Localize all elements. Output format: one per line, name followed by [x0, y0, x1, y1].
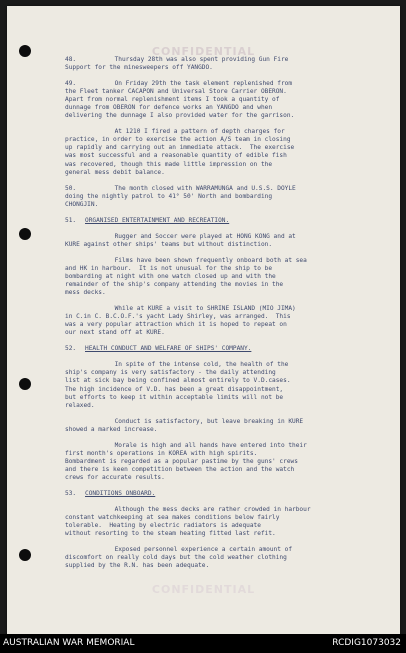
line-text: Conduct is satisfactory, but leave breaking in KURE: [85, 417, 304, 425]
text-line: first month's operations in KOREA with high spirits.: [65, 449, 258, 457]
text-line: [65, 506, 395, 514]
text-line: the Fleet tanker CACAPON and Universal Store Carrier OBERON.: [65, 88, 287, 96]
text-line: practice, in order to exercise the action A/S team in closing: [65, 136, 291, 144]
text-line: [65, 128, 395, 136]
text-line: in C.in C. B.C.O.F.'s yacht Lady Shirley, was arranged. This: [65, 313, 291, 321]
section-heading: [65, 345, 395, 353]
text-line: general mess debit balance.: [65, 168, 165, 176]
heading-text: HEALTH CONDUCT AND WELFARE OF SHIPS' COMPANY.: [85, 345, 252, 353]
paragraph-number: 50.: [65, 184, 77, 192]
document-page: [7, 6, 400, 634]
line-text: At 1210 I fired a pattern of depth charges for: [85, 128, 285, 136]
line-text: The month closed with WARRAMUNGA and U.S.S. DOYLE: [85, 184, 296, 192]
text-line: without resorting to the steam heating fitted last refit.: [65, 530, 276, 538]
text-line: [65, 80, 395, 88]
text-line: up rapidly and carrying out an immediate attack. The exercise: [65, 144, 295, 152]
paragraph: [65, 185, 395, 209]
paragraph-gap: [65, 337, 395, 345]
line-text: Morale is high and all hands have entered into their: [85, 441, 307, 449]
line-text: Although the mess decks are rather crowded in harbour: [85, 506, 311, 514]
paragraph-gap: [65, 538, 395, 546]
paragraph: [65, 442, 395, 482]
section-heading: [65, 217, 395, 225]
text-line: our next stand off at KURE.: [65, 329, 165, 337]
paragraph-gap: [65, 72, 395, 80]
paragraph: [65, 257, 395, 297]
heading-text: CONDITIONS ONBOARD.: [85, 489, 156, 497]
text-line: [65, 442, 395, 450]
document-body: [65, 56, 395, 570]
text-line: CHONGJIN.: [65, 200, 99, 208]
paragraph-gap: [65, 410, 395, 418]
text-line: showed a marked increase.: [65, 425, 158, 433]
paragraph: [65, 361, 395, 409]
text-line: The high incidence of V.D. has been a great disappointment,: [65, 385, 284, 393]
paragraph-number: 49.: [65, 80, 77, 88]
text-line: KURE against other ships' teams but without distinction.: [65, 240, 273, 248]
line-text: While at KURE a visit to SHRINE ISLAND (MIO JIMA): [85, 305, 296, 313]
text-line: was most successful and a reasonable quantity of edible fish: [65, 152, 287, 160]
text-line: remainder of the ship's company attending the movies in the: [65, 281, 284, 289]
text-line: was a very popular attraction which it is hoped to repeat on: [65, 321, 287, 329]
paragraph-gap: [65, 120, 395, 128]
paragraph-gap: [65, 482, 395, 490]
paragraph-gap: [65, 498, 395, 506]
text-line: ship's company is very satisfactory - the daily attending: [65, 369, 276, 377]
text-line: [65, 361, 395, 369]
confidential-stamp-top: CONFIDENTIAL: [151, 45, 256, 58]
text-line: tolerable. Heating by electric radiators is adequate: [65, 522, 261, 530]
paragraph: [65, 233, 395, 249]
line-text: Thursday 28th was also spent providing Gun Fire: [85, 56, 289, 63]
confidential-stamp-bottom: CONFIDENTIAL: [151, 583, 256, 596]
text-line: bombarding at night with one watch closed up and with the: [65, 272, 276, 280]
paragraph: [65, 418, 395, 434]
text-line: [65, 546, 395, 554]
text-line: [65, 185, 395, 193]
line-text: Exposed personnel experience a certain amount of: [85, 546, 293, 554]
text-line: and HK in harbour. It is not unusual for the ship to be: [65, 264, 273, 272]
text-line: constant watchkeeping at sea makes conditions below fairly: [65, 514, 280, 522]
text-line: list at sick bay being confined almost entirely to V.D.cases.: [65, 377, 291, 385]
section-heading: [65, 490, 395, 498]
text-line: [65, 305, 395, 313]
paragraph: [65, 305, 395, 337]
paragraph-gap: [65, 353, 395, 361]
text-line: [65, 56, 395, 64]
text-line: Bombardment is regarded as a popular pastime by the guns' crews: [65, 457, 298, 465]
paragraph-number: 52.: [65, 345, 77, 353]
text-line: was recovered, though this made little impression on the: [65, 160, 273, 168]
text-line: [65, 418, 395, 426]
text-line: and there is keen competition between the action and the watch: [65, 465, 295, 473]
text-line: delivering the dunnage I also provided water for the garrison.: [65, 112, 295, 120]
heading-text: ORGANISED ENTERTAINMENT AND RECREATION.: [85, 216, 230, 224]
punch-hole-icon: [19, 549, 31, 561]
archive-footer: [0, 634, 406, 653]
paragraph-gap: [65, 225, 395, 233]
line-text: Rugger and Soccer were played at HONG KONG and at: [85, 232, 296, 240]
punch-hole-icon: [19, 378, 31, 390]
paragraph: [65, 128, 395, 176]
text-line: doing the nightly patrol to 41° 50' North and bombarding: [65, 192, 273, 200]
paragraph-number: 53.: [65, 489, 77, 497]
paragraph-gap: [65, 297, 395, 305]
paragraph-gap: [65, 249, 395, 257]
text-line: mess decks.: [65, 289, 106, 297]
paragraph-gap: [65, 177, 395, 185]
paragraph: [65, 80, 395, 120]
text-line: but efforts to keep it within acceptable limits will not be: [65, 393, 284, 401]
text-line: [65, 257, 395, 265]
record-id: RCDIG1073032: [332, 638, 401, 648]
punch-hole-icon: [19, 228, 31, 240]
text-line: dunnage from OBERON for defence works an YANGDO and when: [65, 104, 273, 112]
paragraph-gap: [65, 209, 395, 217]
text-line: relaxed.: [65, 401, 95, 409]
archive-name: AUSTRALIAN WAR MEMORIAL: [3, 638, 135, 648]
line-text: In spite of the intense cold, the health of the: [85, 361, 289, 369]
paragraph-number: 51.: [65, 216, 77, 224]
line-text: Films have been shown frequently onboard both at sea: [85, 256, 307, 264]
line-text: On Friday 29th the task element replenished from: [85, 80, 293, 88]
text-line: supplied by the R.N. has been adequate.: [65, 562, 210, 570]
paragraph: [65, 546, 395, 570]
text-line: [65, 233, 395, 241]
text-line: discomfort on really cold days but the cold weather clothing: [65, 554, 287, 562]
paragraph-gap: [65, 434, 395, 442]
text-line: Apart from normal replenishment items I took a quantity of: [65, 96, 280, 104]
text-line: crews for accurate results.: [65, 473, 165, 481]
paragraph-number: 48.: [65, 56, 77, 63]
paragraph: [65, 506, 395, 538]
text-line: Support for the minesweepers off YANGDO.: [65, 64, 213, 72]
paragraph: [65, 56, 395, 72]
